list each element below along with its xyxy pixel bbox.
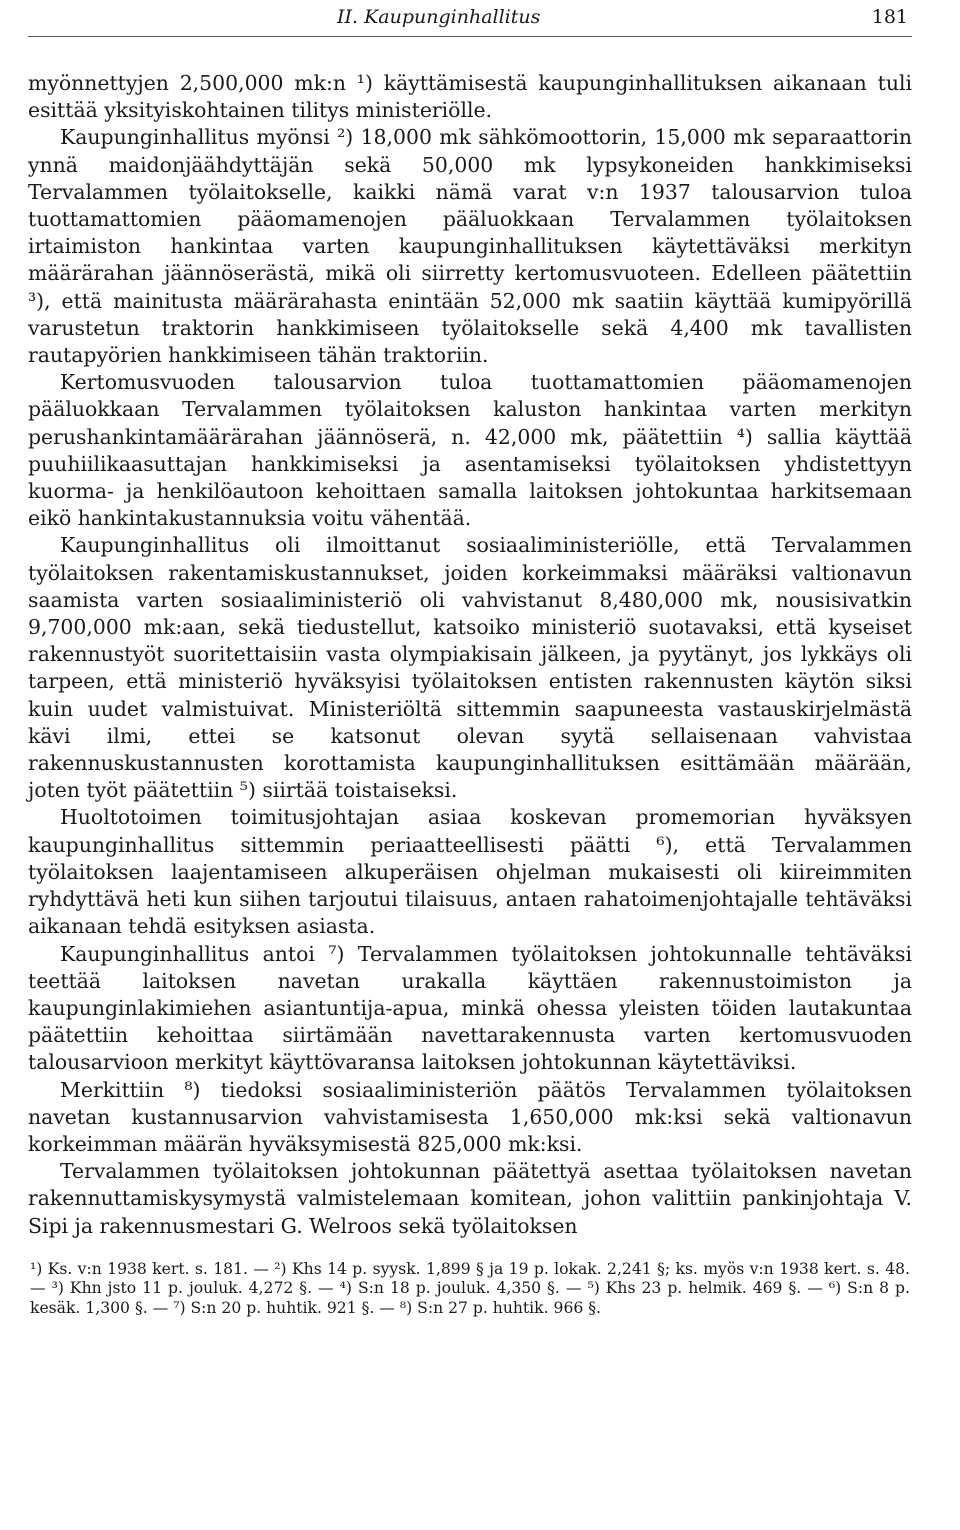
body-text xyxy=(28,70,912,1240)
document-page xyxy=(28,0,912,1318)
paragraph: myönnettyjen 2,500,000 mk:n ¹) käyttämisestä kaupunginhallituksen aikanaan tuli esittää yksityiskohtainen tilitys ministeriölle. xyxy=(28,71,912,123)
paragraph: Kaupunginhallitus oli ilmoittanut sosiaaliministeriölle, että Tervalammen työlaitoksen rakentamiskustannukset, joiden korkeimmaksi määräksi valtionavun saamista varten sosiaaliministeriö oli vahvistanut 8,480,000 mk, nousisivatkin 9,700,000 mk:aan, sekä tiedustellut, katsoiko ministeriö suotavaksi, että kyseiset rakennustyöt suoritettaisiin vasta olympiakisain jälkeen, ja pyytänyt, jos lykkäys oli tarpeen, että ministeriö hyväksyisi työlaitoksen entisten rakennusten käytön siksi kuin uudet valmistuivat. Ministeriöltä sittemmin saapuneesta vastauskirjelmästä kävi ilmi, ettei se katsonut olevan syytä sellaisenaan vahvistaa rakennuskustannusten korottamista kaupunginhallituksen esittämään määrään, joten työt päätettiin ⁵) siirtää toistaiseksi. xyxy=(28,533,912,803)
footnote-text: ¹) Ks. v:n 1938 kert. s. 181. — ²) Khs 14 p. syysk. 1,899 § ja 19 p. lokak. 2,241 §; ks. myös v:n 1938 kert. s. 48. — ³) Khn jsto 11 p. jouluk. 4,272 §. — ⁴) S:n 18 p. jouluk. 4,350 §. — ⁵) Khs 23 p. helmik. 469 §. — ⁶) S:n 8 p. kesäk. 1,300 §. — ⁷) S:n 20 p. huhtik. 921 §. — ⁸) S:n 27 p. huhtik. 966 §. xyxy=(30,1259,910,1317)
running-title: II. Kaupunginhallitus xyxy=(337,6,541,28)
paragraph: Kaupunginhallitus antoi ⁷) Tervalammen työlaitoksen johtokunnalle tehtäväksi teettää laitoksen navetan urakalla käyttäen rakennustoimiston ja kaupunginlakimiehen asiantuntija-apua, minkä ohessa yleisten töiden lautakuntaa päätettiin kehoittaa siirtämään navettarakennusta varten kertomusvuoden talousarvioon merkityt käyttövaransa laitoksen johtokunnan käytettäviksi. xyxy=(28,941,912,1075)
paragraph: Merkittiin ⁸) tiedoksi sosiaaliministeriön päätös Tervalammen työlaitoksen navetan kustannusarvion vahvistamisesta 1,650,000 mk:ksi sekä valtionavun korkeimman määrän hyväksymisestä 825,000 mk:ksi. xyxy=(28,1077,912,1156)
paragraph: Kaupunginhallitus myönsi ²) 18,000 mk sähkömoottorin, 15,000 mk separaattorin ynnä maidonjäähdyttäjän sekä 50,000 mk lypsykoneiden hankkimiseksi Tervalammen työlaitokselle, kaikki nämä varat v:n 1937 talousarvion tuloa tuottamattomien pääomamenojen pääluokkaan Tervalammen työlaitoksen irtaimiston hankintaa varten kaupunginhallituksen käytettäväksi merkityn määrärahan jäännöserästä, mikä oli siirretty kertomusvuoteen. Edelleen päätettiin ³), että mainitusta määrärahasta enintään 52,000 mk saatiin käyttää kumipyörillä varustetun traktorin hankkimiseen työlaitokselle sekä 4,400 mk tavallisten rautapyörien hankkimiseen tähän traktoriin. xyxy=(28,125,912,368)
paragraph: Tervalammen työlaitoksen johtokunnan päätettyä asettaa työlaitoksen navetan rakennuttamiskysymystä valmistelemaan komitean, johon valittiin pankinjohtaja V. Sipi ja rakennusmestari G. Welroos sekä työlaitoksen xyxy=(28,1159,912,1238)
paragraph: Huoltotoimen toimitusjohtajan asiaa koskevan promemorian hyväksyen kaupunginhallitus sittemmin periaatteellisesti päätti ⁶), että Tervalammen työlaitoksen laajentamiseen alkuperäisen ohjelman mukaisesti oli kiireimmiten ryhdyttävä heti kun siihen tarjoutui tilaisuus, antaen rahatoimenjohtajalle tehtäväksi aikanaan tehdä esityksen asiasta. xyxy=(28,805,912,939)
page-header xyxy=(28,2,912,37)
footnotes xyxy=(28,1260,912,1319)
paragraph: Kertomusvuoden talousarvion tuloa tuottamattomien pääomamenojen pääluokkaan Tervalammen työlaitoksen kaluston hankintaa varten merkityn perushankintamäärärahan jäännöserä, n. 42,000 mk, päätettiin ⁴) sallia käyttää puuhiilikaasuttajan hankkimiseksi ja asentamiseksi työlaitoksen yhdistettyyn kuorma- ja henkilöautoon kehoittaen samalla laitoksen johtokuntaa harkitsemaan eikö hankintakustannuksia voitu vähentää. xyxy=(28,370,912,531)
page-number: 181 xyxy=(871,6,908,28)
